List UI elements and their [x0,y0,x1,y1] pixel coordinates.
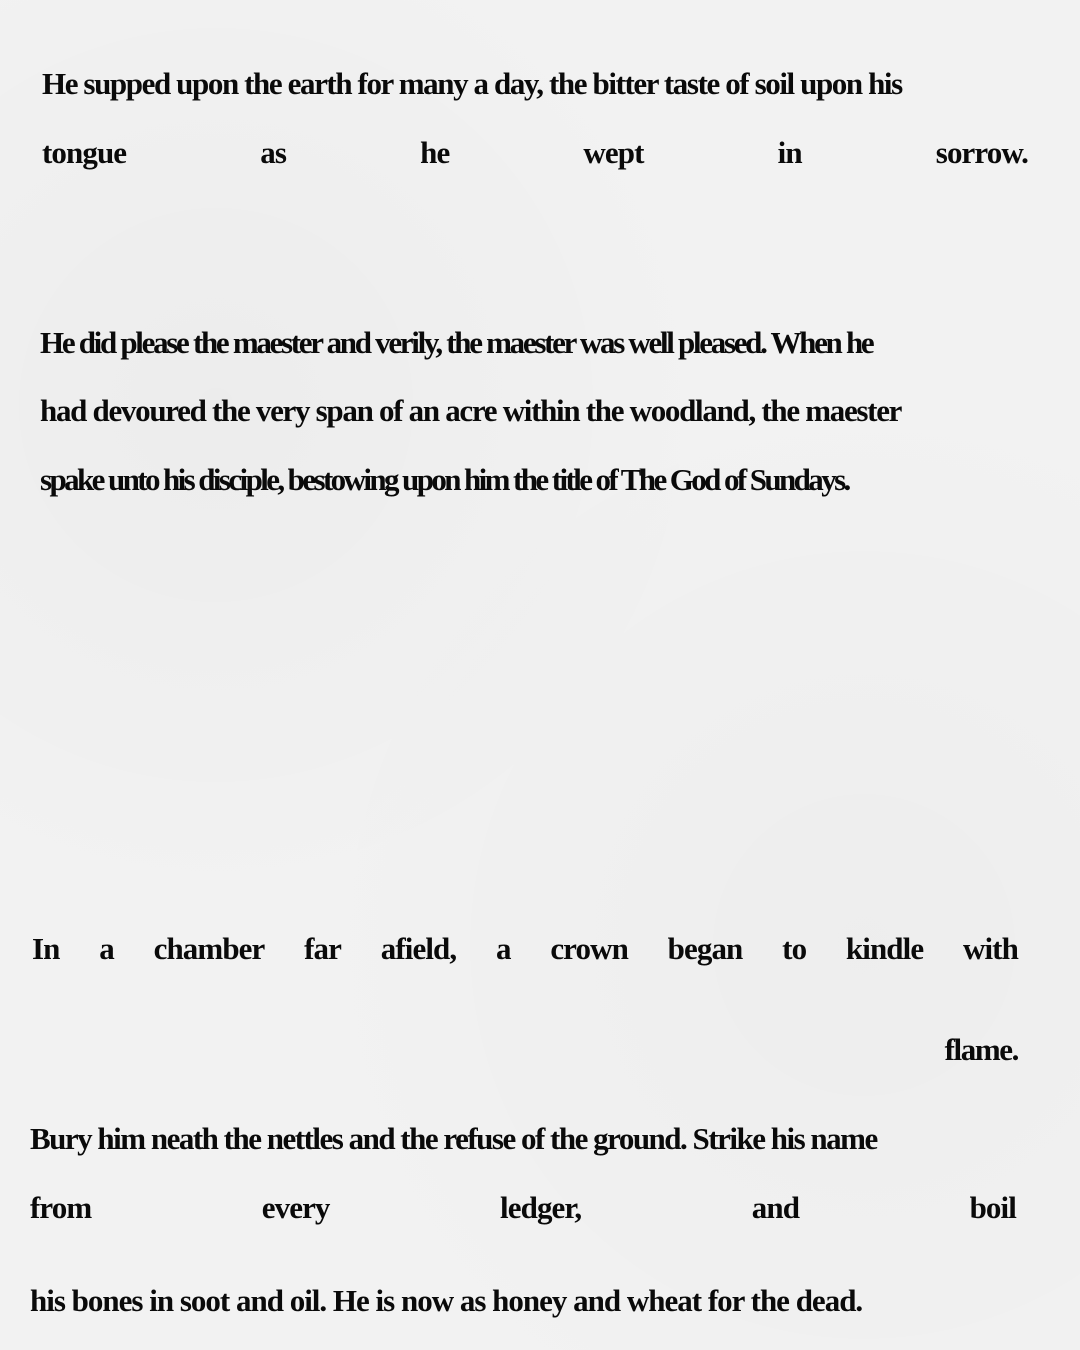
word: crown [550,931,628,966]
word: boil [969,1190,1016,1225]
word: began [667,931,743,966]
text-line: spake unto his disciple, bestowing upon him the title of The God of Sundays. [40,462,849,497]
word: in [777,135,802,170]
word: from [30,1190,92,1225]
word: sorrow. [935,135,1028,170]
word: a [99,931,114,966]
text-line: his bones in soot and oil. He is now as honey and wheat for the dead. [30,1283,863,1318]
text-line: He did please the maester and verily, the maester was well pleased. When he [40,325,873,360]
text-line [42,137,1028,168]
text-line: He supped upon the earth for many a day, the bitter taste of soil upon his [42,66,902,101]
text-line: had devoured the very span of an acre within the woodland, the maester [40,393,902,428]
word: to [782,931,807,966]
text-line: flame. [944,1032,1018,1067]
text-line: Bury him neath the nettles and the refuse of the ground. Strike his name [30,1121,877,1156]
word: ledger, [500,1190,582,1225]
word: and [751,1190,800,1225]
word: as [260,135,287,170]
word: a [495,931,511,966]
word: kindle [845,931,924,966]
word: wept [583,135,644,170]
text-line [30,1192,1016,1223]
word: he [420,135,450,170]
word: with [962,931,1018,966]
text-line [32,933,1018,964]
word: far [304,931,342,966]
word: every [261,1190,330,1225]
word: In [32,931,60,966]
word: tongue [42,135,127,170]
word: chamber [153,931,265,966]
word: afield, [380,931,457,966]
